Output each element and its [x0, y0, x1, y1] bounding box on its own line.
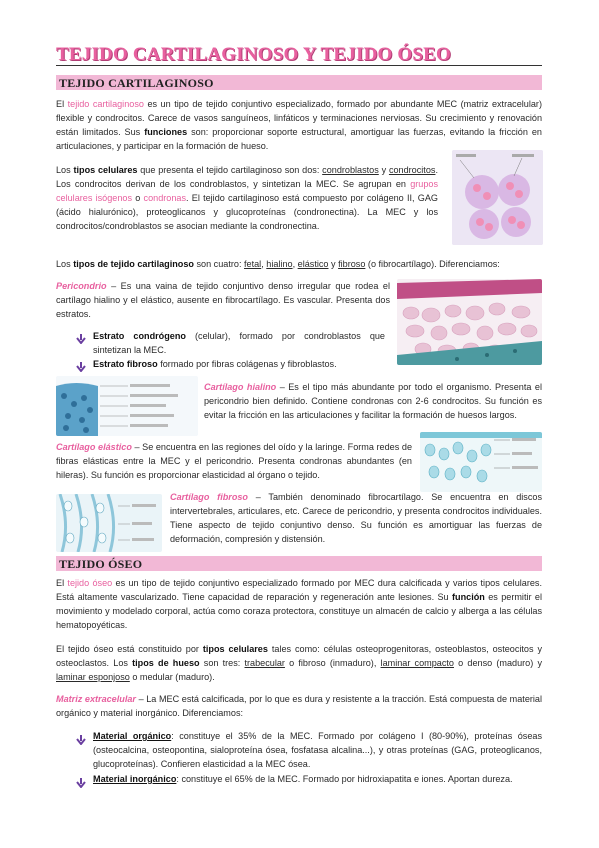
- paragraph-cartilago-hialino: Cartílago hialino – Es el tipo más abundante por todo el organismo. Presenta el pericondrio bien definido. Contiene condronas con 2-6 condrocitos. Su función es evitar la fricción en las articulaciones y facilitar la formación de huesos largos.: [204, 382, 542, 420]
- section-bar-oseo: [56, 556, 542, 571]
- fibrocartilago-image: [56, 494, 162, 552]
- bullet-arrow-icon: [76, 775, 86, 785]
- list-item-estrato-condrogeno: Estrato condrógeno (celular), formado por condroblastos que sintetizan la MEC.: [93, 331, 385, 355]
- page-title: TEJIDO CARTILAGINOSO Y TEJIDO ÓSEO: [56, 44, 452, 65]
- term-pericondrio: Pericondrio: [56, 281, 107, 291]
- condronas-diagram-image: [452, 150, 543, 245]
- term-funciones: funciones: [144, 127, 188, 137]
- bullet-arrow-icon: [76, 732, 86, 742]
- term-tipos-tejido-cartilaginoso: tipos de tejido cartilaginoso: [73, 259, 194, 269]
- paragraph-intro-oseo: El tejido óseo es un tipo de tejido conjuntivo especializado formado por MEC dura calcificada y varios tipos celulares. Está altamente vascularizado. Tiene capacidad de reparación y regeneración ante lesiones. Su función es permitir el movimiento y modelado corporal, actúa como coraza protectora, constituye un almacén de calcio y alberga a las células hematopoyéticas.: [56, 578, 542, 630]
- paragraph-tipos-cartilago: Los tipos de tejido cartilaginoso son cuatro: fetal, hialino, elástico y fibroso (o fibrocartílago). Diferenciamos:: [56, 259, 500, 269]
- paragraph-tipos-celulares: Los tipos celulares que presenta el tejido cartilaginoso son dos: condroblastos y condrocitos. Los condrocitos derivan de los condroblastos, y sintetizan la MEC. Se agrupan en grupos celulares isógenos o condronas. El tejido cartilaginoso está compuesto por colágeno II, GAG (ácido hialurónico), proteoglicanos y glucoproteínas (condronectina). La MEC y los condrocitos/condroblastos se asocian mediante la condronectina.: [56, 165, 438, 231]
- list-item-material-inorganico: Material inorgánico: constituye el 65% de la MEC. Formado por hidroxiapatita e iones. Aportan dureza.: [93, 774, 513, 784]
- title-underline: [56, 65, 542, 66]
- term-matriz-extracelular: Matriz extracelular: [56, 694, 136, 704]
- term-tejido-cartilaginoso: tejido cartilaginoso: [67, 99, 144, 109]
- paragraph-pericondrio: Pericondrio – Es una vaina de tejido conjuntivo denso irregular que rodea el cartílago hialino y el elástico, ausente en fibrocartílago. Es vascular. Presenta dos estratos.: [56, 281, 390, 319]
- paragraph-matriz-extracelular: Matriz extracelular – La MEC está calcificada, por lo que es dura y resistente a la tracción. Está compuesta de material orgánico y material inorgánico. Diferenciamos:: [56, 694, 543, 718]
- term-funcion: función: [452, 592, 485, 602]
- bullet-arrow-icon: [76, 331, 86, 341]
- term-tipos-celulares: tipos celulares: [73, 165, 138, 175]
- section-title-cartilaginoso: TEJIDO CARTILAGINOSO: [59, 76, 214, 90]
- list-item-material-organico: Material orgánico: constituye el 35% de la MEC. Formado por colágeno I (80-90%), proteínas óseas (osteocalcina, osteopontina, sialoproteína ósea, fosfatasa alcalina...), y otras proteínas (GAG, proteoglicanos, glucoproteínas). Confieren elasticidad a la MEC ósea.: [93, 731, 542, 769]
- term-cartilago-hialino: Cartílago hialino: [204, 382, 277, 392]
- bullet-arrow-icon: [76, 359, 86, 369]
- cartilago-hialino-image: [397, 279, 542, 365]
- term-cartilago-elastico: Cartílago elástico: [56, 442, 132, 452]
- list-item-estrato-fibroso: Estrato fibroso formado por fibras colágenas y fibroblastos.: [93, 359, 337, 369]
- term-tejido-oseo: tejido óseo: [67, 578, 113, 588]
- cartilago-elastico-image: [420, 432, 542, 492]
- section-title-oseo: TEJIDO ÓSEO: [59, 557, 143, 571]
- paragraph-tipos-hueso: El tejido óseo está constituido por tipos celulares tales como: células osteoprogenitoras, osteoblastos, osteocitos y osteoclastos. Los tipos de hueso son tres: trabecular o fibroso (inmaduro), laminar compacto o denso (maduro) y laminar esponjoso o medular (maduro).: [56, 644, 542, 682]
- section-bar-cartilaginoso: [56, 75, 542, 90]
- paragraph-cartilago-elastico: Cartílago elástico – Se encuentra en las regiones del oído y la laringe. Forma redes de fibras elásticas entre la MEC y el pericondrio. Presenta condronas abundantes (en hileras). Su función es proporcionar elasticidad al órgano o tejido.: [56, 442, 412, 480]
- cartilago-hialino-diagram-image: [56, 376, 198, 436]
- paragraph-intro-cartilago: El tejido cartilaginoso es un tipo de tejido conjuntivo especializado, formado por abundante MEC (matriz extracelular) flexible y condrocitos. Carece de vasos sanguíneos, linfáticos y terminaciones nerviosas. Su crecimiento y renovación están limitados. Sus funciones son: proporcionar soporte estructural, amortiguar las fuerzas, evitando la fricción en articulaciones, y participar en la formación de hueso.: [56, 99, 542, 151]
- paragraph-cartilago-fibroso: Cartílago fibroso – También denominado fibrocartílago. Se encuentra en discos intervertebrales, articulares, etc. Carece de pericondrio, y presenta condrocitos individuales. Tiene aspecto de tejido conjuntivo denso. Su función es amortiguar las fuerzas de deformación, compresión y distensión.: [170, 492, 542, 544]
- term-cartilago-fibroso: Cartílago fibroso: [170, 492, 248, 502]
